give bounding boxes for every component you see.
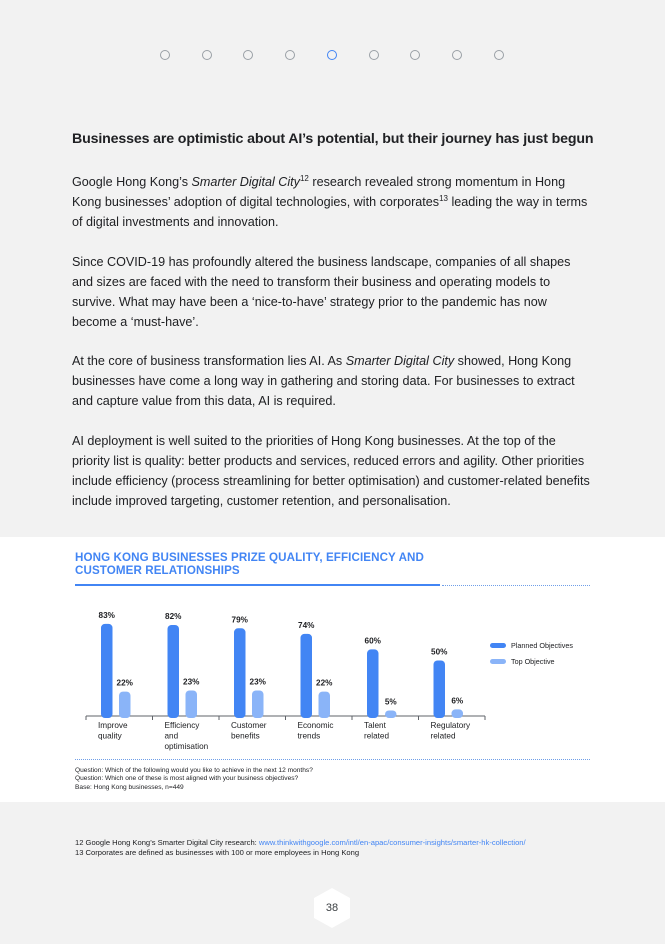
paragraph-covid: Since COVID-19 has profoundly altered the business landscape, companies of all shapes and sizes are faced with the need to transform their business and operating models to survive. What may have been a ‘nice-to-have’ strategy prior to the pandemic has now become a ‘must-have’.: [72, 255, 571, 329]
chart-bottom-dotted-rule: [75, 759, 590, 760]
footnote-ref-13[interactable]: 13: [439, 194, 448, 203]
category-label-5: Talent: [364, 721, 386, 730]
category-label-6: Regulatory: [430, 721, 471, 730]
chart-question-1: Question: Which of the following would you like to achieve in the next 12 months?: [75, 767, 313, 774]
bar-chart: [0, 537, 665, 759]
footnotes: [75, 838, 526, 858]
page-dot-1[interactable]: [160, 50, 170, 60]
page-number: 38: [313, 887, 351, 929]
legend-swatch-2: [490, 659, 506, 664]
bar-planned-3: [234, 628, 246, 718]
section-heading: Businesses are optimistic about AI’s potential, but their journey has just begun: [72, 131, 594, 147]
page-dot-5[interactable]: [327, 50, 337, 60]
page-dot-3[interactable]: [243, 50, 253, 60]
bar-top-6: [452, 709, 464, 718]
category-label-4: Economic: [297, 721, 334, 730]
page-dot-9[interactable]: [494, 50, 504, 60]
legend-label-1: Planned Objectives: [511, 641, 573, 650]
data-label-top-3: 23%: [249, 677, 266, 687]
bar-planned-1: [101, 624, 113, 718]
data-label-planned-5: 60%: [364, 636, 381, 646]
paragraph-smarter-digital-city: Google Hong Kong’s Smarter Digital City$^{12}$ research revealed strong momentum in Hong Kong businesses’ adoption of digital technologies, with corporates$^{13}$ leading the way in terms of digital investments and innovation.: [72, 174, 588, 229]
bar-top-5: [385, 710, 397, 718]
category-label-2: optimisation: [164, 742, 209, 751]
bar-planned-4: [301, 634, 313, 718]
data-label-planned-2: 82%: [165, 611, 182, 621]
bar-planned-2: [168, 625, 180, 718]
footnote-12-link[interactable]: www.thinkwithgoogle.com/intl/en-apac/consumer-insights/smarter-hk-collection/: [258, 838, 526, 847]
legend-swatch-1: [490, 643, 506, 648]
paragraph-ai-core: At the core of business transformation lies AI. As Smarter Digital City showed, Hong Kong businesses have come a long way in gathering and storing data. For businesses to extract and capture value from this data, AI is required.: [72, 354, 575, 408]
bar-top-3: [252, 690, 264, 718]
category-label-1: Improve: [98, 721, 128, 730]
footnote-ref-12[interactable]: 12: [299, 174, 309, 183]
category-label-3: Customer: [231, 721, 267, 730]
category-label-6: related: [430, 731, 456, 741]
chart-title: HONG KONG BUSINESSES PRIZE QUALITY, EFFICIENCY AND CUSTOMER RELATIONSHIPS: [75, 551, 424, 577]
chart-notes: [75, 767, 313, 792]
page-dot-6[interactable]: [369, 50, 379, 60]
page-dot-8[interactable]: [452, 50, 462, 60]
chart-panel: [0, 537, 665, 802]
data-label-top-6: 6%: [451, 696, 464, 706]
page-dot-4[interactable]: [285, 50, 295, 60]
data-label-planned-1: 83%: [98, 610, 115, 620]
footnote-13: 13 Corporates are defined as businesses with 100 or more employees in Hong Kong: [75, 848, 360, 857]
bar-planned-5: [367, 649, 379, 718]
category-label-4: trends: [297, 731, 321, 741]
bar-top-1: [119, 692, 131, 718]
pagination-dots: [160, 50, 510, 64]
data-label-top-4: 22%: [316, 678, 333, 688]
category-label-2: and: [164, 731, 179, 741]
data-label-top-5: 5%: [384, 697, 397, 707]
bar-top-2: [186, 690, 198, 718]
data-label-planned-4: 74%: [298, 620, 315, 630]
data-label-top-2: 23%: [183, 677, 200, 687]
page-dot-2[interactable]: [202, 50, 212, 60]
page-dot-7[interactable]: [410, 50, 420, 60]
data-label-planned-6: 50%: [431, 647, 448, 657]
chart-base: Base: Hong Kong businesses, n=449: [75, 783, 184, 791]
footnote-12: 12 Google Hong Kong’s Smarter Digital City research: www.thinkwithgoogle.com/intl/en-apac/consumer-insights/smarter-hk-collection/: [75, 838, 526, 847]
data-label-top-1: 22%: [116, 678, 133, 688]
chart-question-2: Question: Which one of these is most aligned with your business objectives?: [75, 775, 299, 783]
data-label-planned-3: 79%: [231, 615, 248, 625]
legend-label-2: Top Objective: [511, 657, 555, 666]
category-label-2: Efficiency: [164, 721, 200, 730]
category-label-5: related: [364, 731, 390, 741]
bar-planned-6: [434, 661, 446, 719]
bar-top-4: [319, 692, 331, 718]
category-label-1: quality: [98, 731, 122, 741]
category-label-3: benefits: [231, 731, 260, 741]
paragraph-ai-deployment: AI deployment is well suited to the priorities of Hong Kong businesses. At the top of the priority list is quality: better products and services, reduced errors and agility. Other priorities include efficiency (process streamlining for better optimisation) and customer-related benefits include improved targeting, customer retention, and personalisation.: [72, 434, 590, 508]
